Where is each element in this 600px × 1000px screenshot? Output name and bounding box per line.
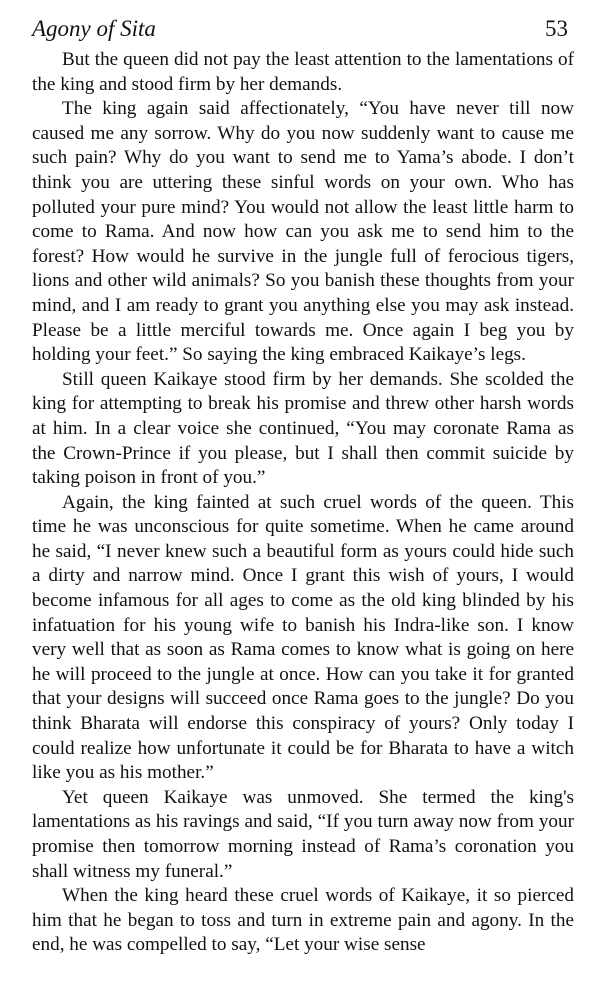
paragraph: The king again said affectionately, “You have never till now caused me any sorrow. Why do you now suddenly want to cause me such pain? Why do you want to send me to Yama’s abode. I don’t think you are uttering these sinful words on your own. Who has polluted your pure mind? You would not allow the least little harm to come to Rama. And now how can you ask me to send him to the forest? How would he survive in the jungle full of ferocious tigers, lions and other wild animals? So you banish these thoughts from your mind, and I am ready to grant you anything else you may ask instead. Please be a little merciful towards me. Once again I beg you by holding your feet.” So saying the king embraced Kaikaye’s legs. [32,98,574,366]
page-number: 53 [545,16,568,41]
body-text [32,48,574,958]
paragraph: When the king heard these cruel words of Kaikaye, it so pierced him that he began to toss and turn in extreme pain and agony. In the end, he was compelled to say, “Let your wise sense [32,885,574,956]
paragraph: Again, the king fainted at such cruel words of the queen. This time he was unconscious for quite sometime. When he came around he said, “I never knew such a beautiful form as yours could hide such a dirty and narrow mind. Once I grant this wish of yours, I would become infamous for all ages to come as the old king blinded by his infatuation for his young wife to banish his Indra-like son. I know very well that as soon as Rama comes to know what is going on here he will proceed to the jungle at once. How can you take it for granted that your designs will succeed once Rama goes to the jungle? Do you think Bharata will endorse this conspiracy of yours? Only today I could realize how unfortunate it could be for Bharata to have a witch like you as his mother.” [32,491,574,784]
running-header [32,14,574,44]
paragraph: Yet queen Kaikaye was unmoved. She termed the king's lamentations as his ravings and said, “If you turn away now from your promise then tomorrow morning instead of Rama’s coronation you shall witness my funeral.” [32,786,574,882]
book-title: Agony of Sita [32,16,156,41]
paragraph: Still queen Kaikaye stood firm by her demands. She scolded the king for attempting to break his promise and threw other harsh words at him. In a clear voice she continued, “You may coronate Rama as the Crown-Prince if you please, but I shall then commit suicide by taking poison in front of you.” [32,368,574,489]
paragraph: But the queen did not pay the least attention to the lamentations of the king and stood firm by her demands. [32,49,574,95]
